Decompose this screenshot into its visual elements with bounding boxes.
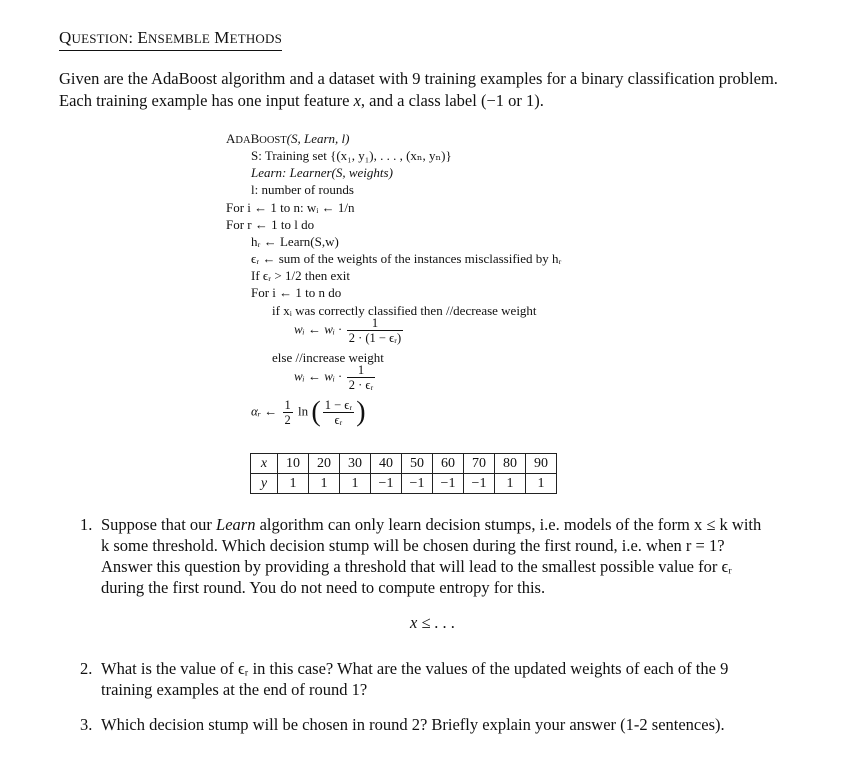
- table-cell: 20: [309, 454, 340, 474]
- intro-paragraph: Given are the AdaBoost algorithm and a dataset with 9 training examples for a binary classification problem. Each training example has one input feature x, and a class label (−1 or 1).: [59, 69, 778, 110]
- question-number: 3.: [80, 715, 93, 734]
- table-cell: 30: [340, 454, 371, 474]
- fraction-half: $\frac{1}{2}$: [284, 398, 291, 427]
- algorithm-alpha: αᵣ ← $\frac{1}{2}$ ln ( $\frac{\text{1 − ϵᵣ}}{\text{ϵᵣ}}$ ): [251, 396, 366, 428]
- algorithm-signature: ADABOOST(S, Learn, l): [226, 131, 350, 146]
- fraction-decrease: $\frac{1}{\text{2 · (1 − ϵᵣ)}}$: [348, 316, 402, 345]
- algorithm-line-for-i: For i ← 1 to n: wᵢ ← 1/n: [226, 200, 355, 215]
- table-cell: 50: [402, 454, 433, 474]
- table-cell: 60: [433, 454, 464, 474]
- algorithm-line-s: S: Training set {(x₁, y₁), . . . , (xₙ, yₙ)}: [251, 148, 452, 163]
- table-header-x: x: [251, 454, 278, 474]
- question-heading: QUESTION: ENSEMBLE METHODS: [59, 28, 282, 51]
- training-data-table: [250, 453, 557, 494]
- left-paren: (: [311, 396, 321, 428]
- table-cell: 1: [495, 474, 526, 494]
- algorithm-line-if: If ϵᵣ > 1/2 then exit: [251, 268, 350, 283]
- table-cell: 1: [309, 474, 340, 494]
- threshold-formula: x ≤ . . .: [410, 613, 456, 632]
- table-cell: −1: [402, 474, 433, 494]
- table-cell: 90: [526, 454, 557, 474]
- table-cell: 70: [464, 454, 495, 474]
- table-cell: 80: [495, 454, 526, 474]
- algorithm-line-l: l: number of rounds: [251, 182, 354, 197]
- table-cell: −1: [433, 474, 464, 494]
- table-cell: 1: [340, 474, 371, 494]
- table-cell: 10: [278, 454, 309, 474]
- table-cell: −1: [464, 474, 495, 494]
- algorithm-line-for-r: For r ← 1 to l do: [226, 217, 315, 232]
- table-cell: 1: [278, 474, 309, 494]
- table-cell: 40: [371, 454, 402, 474]
- table-cell: −1: [371, 474, 402, 494]
- table-row-x: [251, 454, 557, 474]
- question-number: 2.: [80, 659, 93, 678]
- fraction-log: $\frac{\text{1 − ϵᵣ}}{\text{ϵᵣ}}$: [324, 398, 353, 427]
- table-header-y: y: [251, 474, 278, 494]
- right-paren: ): [356, 396, 366, 428]
- algorithm-update-increase: wᵢ ← wᵢ · $\frac{1}{\text{2 · ϵᵣ}}$: [294, 363, 374, 392]
- question-number: 1.: [80, 515, 93, 534]
- table-cell: 1: [526, 474, 557, 494]
- algorithm-line-for-i2: For i ← 1 to n do: [251, 285, 342, 300]
- algorithm-line-eps: ϵᵣ ← sum of the weights of the instances misclassified by hᵣ: [251, 251, 562, 266]
- fraction-increase: $\frac{1}{\text{2 · ϵᵣ}}$: [348, 363, 374, 392]
- question-text: Which decision stump will be chosen in round 2? Briefly explain your answer (1-2 sentences).: [101, 715, 725, 734]
- algorithm-update-decrease: wᵢ ← wᵢ · $\frac{1}{\text{2 · (1 − ϵᵣ)}}$: [294, 316, 402, 345]
- algorithm-line-else: else //increase weight: [272, 350, 384, 365]
- question-text: What is the value of ϵᵣ in this case? What are the values of the updated weights of each of the 9 training examples at the end of round 1?: [101, 659, 729, 699]
- table-row-y: [251, 474, 557, 494]
- algorithm-line-h: hᵣ ← Learn(S,w): [251, 234, 339, 249]
- algorithm-line-learn: Learn: Learner(S, weights): [251, 165, 393, 180]
- question-text: Suppose that our Learn algorithm can only learn decision stumps, i.e. models of the form x ≤ k with k some threshold. Which decision stump will be chosen during the first round, i.e. when r = 1? Answer this question by providing a threshold that will lead to the smallest possible value for ϵᵣ during the first round. You do not need to compute entropy for this.: [101, 515, 762, 597]
- algorithm-line-if-correct: if xᵢ was correctly classified then //decrease weight: [272, 303, 537, 318]
